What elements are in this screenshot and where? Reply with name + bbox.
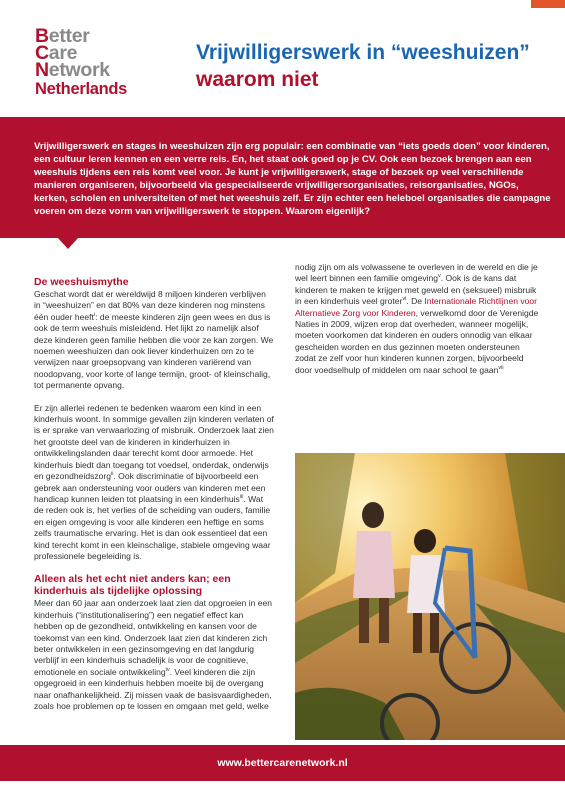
right-column xyxy=(295,262,540,387)
logo xyxy=(35,25,165,99)
logo-line-network: Network xyxy=(35,59,110,81)
logo-line-care: Care xyxy=(35,42,78,64)
footnote-ref: vi xyxy=(402,296,407,303)
guidelines-link[interactable]: Internationale Richtlijnen voor Alternatieve Zorg voor Kinderen xyxy=(295,296,538,318)
footnote-ref: i xyxy=(93,311,96,318)
paragraph: Er zijn allerlei redenen te bedenken waarom een kind in een kinderhuis woont. In sommige gevallen zijn kinderen verlaten of is er sprake van verwaarlozing of misbruik. Onderzoek laat zien het grootste deel van de kinderen in kinderhuizen in ontwikkelingslanden daar terecht komt door armoede. Het kinderhuis biedt dan toegang tot voedsel, onderdak, onderwijs en gezondheidszorg$^{ii}$. Ook discriminatie of bijvoorbeeld een gebrek aan ondersteuning voor ouders van kinderen met een handicap kunnen leiden tot plaatsing in een kinderhuis$^{iii}$. Wat de reden ook is, het verlies of de scheiding van ouders, familie en eigen omgeving is voor alle kinderen een heftige en soms zelfs traumatische ervaring. Het is dan ook essentieel dat een kind terecht komt in een kleinschalige, stabiele omgeving waar professionele begeleiding is. xyxy=(34,402,274,561)
section-heading-tijdelijke-oplossing: Alleen als het echt niet anders kan; een kinderhuis als tijdelijke oplossing xyxy=(34,573,231,598)
left-column xyxy=(34,276,274,723)
page-title: Vrijwilligerswerk in “weeshuizen” xyxy=(196,41,530,64)
footnote-ref: iii xyxy=(239,494,244,501)
section-heading-weeshuismythe: De weeshuismythe xyxy=(34,276,129,288)
logo-line-better: Better xyxy=(35,25,90,47)
footer-website-link[interactable]: www.bettercarenetwork.nl xyxy=(217,757,348,769)
logo-line-netherlands: Netherlands xyxy=(35,80,128,98)
page-subtitle: waarom niet xyxy=(196,68,319,91)
footnote-ref: ii xyxy=(110,471,114,478)
photo-illustration xyxy=(295,453,565,740)
intro-banner-pointer xyxy=(57,237,79,249)
paragraph: Geschat wordt dat er wereldwijd 8 miljoen kinderen verblijven in “weeshuizen” en dat 80% van deze kinderen nog minstens één ouder heeft$^i$: de meeste kinderen zijn geen wees en dus is ook de term weeshuis misleidend. Het lijkt zo namelijk alsof deze kinderen geen familie hebben die voor ze kan zorgen. We noemen weeshuizen dan ook liever kinderhuizen om zo te verwijzen naar groepsopvang van kinderen variërend van noodopvang, voor korte of lange termijn, groot- of kleinschalig, tot permanente opvang. xyxy=(34,289,274,391)
paragraph: Meer dan 60 jaar aan onderzoek laat zien dat opgroeien in een kinderhuis (“institutionalisering”) een negatief effect kan hebben op de gezondheid, ontwikkeling en kansen voor de toekomst van een kind. Onderzoek laat zien dat kinderen zich beter ontwikkelen in een gezinsomgeving en dat langdurig verblijf in een kinderhuis schadelijk is voor de cognitieve, emotionele en sociale ontwikkeling$^{iv}$. Veel kinderen die zijn opgegroeid in een kinderhuis hebben moeite bij de overgang naar onafhankelijkheid. Zij missen vaak de basisvaardigheden, zoals hoe problemen op te lossen en omgaan met geld, welke xyxy=(34,598,273,711)
footer-bar xyxy=(0,745,565,781)
corner-accent xyxy=(531,0,565,8)
footnote-ref: iv xyxy=(165,666,170,673)
footnote-ref: vii xyxy=(498,364,504,371)
footnote-ref: v xyxy=(438,273,441,280)
paragraph: nodig zijn om als volwassene te overleven in de wereld en die je wel leert binnen een familie omgeving$^v$. Ook is de kans dat kinderen te maken te krijgen met geweld en (seksueel) misbruik in een kinderhuis veel groter$^{vi}$. De Internationale Richtlijnen voor Alternatieve Zorg voor Kinderen, verwelkomd door de Verenigde Naties in 2009, wijzen erop dat overheden, wanneer mogelijk, moeten voorkomen dat kinderen en ouders onnodig van elkaar gescheiden worden en dus gezinnen moeten ondersteunen zodat ze zelf voor hun kinderen kunnen zorgen, bijvoorbeeld door voedselhulp of middelen om naar school te gaan$^{vii}$ xyxy=(295,262,539,375)
children-bicycle-photo xyxy=(295,453,565,740)
intro-text: Vrijwilligerswerk en stages in weeshuizen zijn erg populair: een combinatie van “iets goeds doen” voor kinderen, een cultuur leren kennen en een verre reis. En, het staat ook goed op je CV. Ook een bezoek brengen aan een weeshuis tijdens een reis komt veel voor. Je kunt je vrijwilligerswerk, stage of bezoek op veel verschillende manieren organiseren, bijvoorbeeld via gespecialiseerde vrijwilligersorganisaties, reisorganisaties, NGOs, kerken, scholen en universiteiten of met het weeshuis zelf. Er zijn echter een heleboel organisaties die campagne voeren om deze vorm van vrijwilligerswerk te stoppen. Waarom eigenlijk? xyxy=(34,141,551,217)
